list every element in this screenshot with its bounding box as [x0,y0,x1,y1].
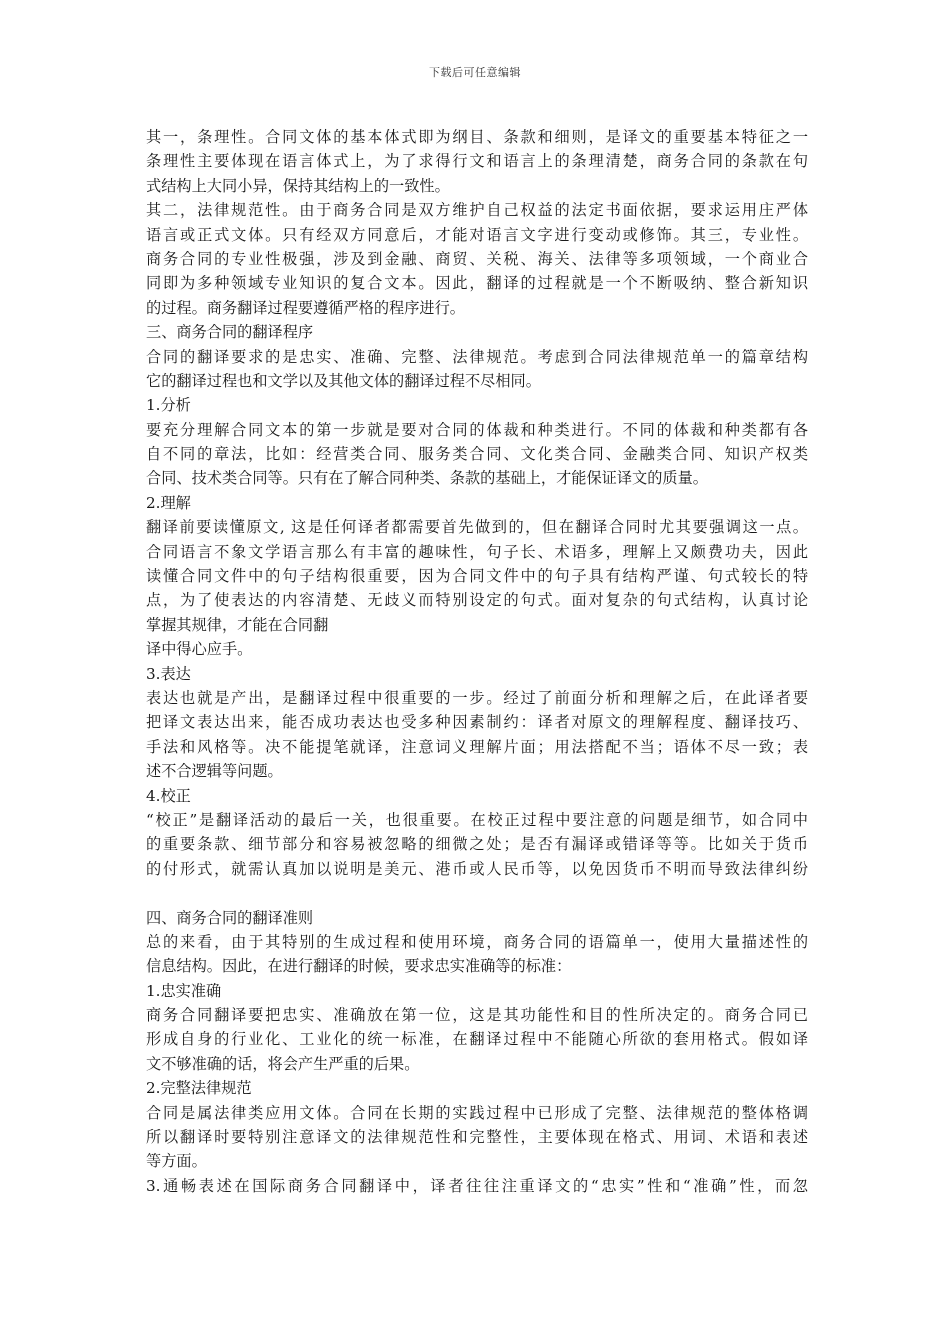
text-line: 要充分理解合同文本的第一步就是要对合同的体裁和种类进行。不同的体裁和种类都有各 [146,420,808,439]
text-line: 4.校正 [146,786,191,805]
text-line: 等方面。 [146,1152,207,1171]
text-line: 的付形式，就需认真加以说明是美元、港币或人民币等，以免因货币不明而导致法律纠纷 [146,859,808,878]
page-header: 下载后可任意编辑 [429,66,521,79]
text-line: 点，为了使表达的内容清楚、无歧义而特别设定的句式。面对复杂的句式结构，认真讨论 [146,591,808,610]
text-line: 同即为多种领域专业知识的复合文本。因此，翻译的过程就是一个不断吸纳、整合新知识 [146,274,808,293]
text-line: 的重要条款、细节部分和容易被忽略的细微之处；是否有漏译或错译等等。比如关于货币 [146,835,808,854]
text-line: 2.理解 [146,493,191,512]
text-line: 译中得心应手。 [146,640,253,659]
text-line: 2.完整法律规范 [146,1079,252,1098]
text-line: 1.忠实准确 [146,981,222,1000]
text-line: 1.分析 [146,396,191,415]
document-body [146,125,808,1198]
text-line: 合同、技术类合同等。只有在了解合同种类、条款的基础上，才能保证译文的质量。 [146,469,708,488]
text-line: 四、商务合同的翻译准则 [146,908,314,927]
text-line: 掌握其规律，才能在合同翻 [146,615,329,634]
text-line: 所以翻译时要特别注意译文的法律规范性和完整性，主要体现在格式、用词、术语和表述 [146,1128,808,1147]
text-line: 合同语言不象文学语言那么有丰富的趣味性，句子长、术语多，理解上又颇费功夫，因此 [146,542,808,561]
text-line: 读懂合同文件中的句子结构很重要，因为合同文件中的句子具有结构严谨、句式较长的特 [146,567,808,586]
text-line: 其二，法律规范性。由于商务合同是双方维护自己权益的法定书面依据，要求运用庄严体 [146,201,808,220]
text-line: 其一，条理性。合同文体的基本体式即为纲目、条款和细则，是译文的重要基本特征之一 [146,128,808,146]
text-line: 商务合同翻译要把忠实、准确放在第一位，这是其功能性和目的性所决定的。商务合同已 [146,1006,808,1025]
text-line: 手法和风格等。决不能提笔就译，注意词义理解片面；用法搭配不当；语体不尽一致；表 [146,737,808,756]
text-line: 商务合同的专业性极强，涉及到金融、商贸、关税、海关、法律等多项领域，一个商业合 [146,249,808,268]
text-line: 条理性主要体现在语言体式上，为了求得行文和语言上的条理清楚，商务合同的条款在句 [146,152,808,171]
text-line: “校正”是翻译活动的最后一关，也很重要。在校正过程中要注意的问题是细节，如合同中 [146,810,808,829]
text-line: 3.通畅表述在国际商务合同翻译中，译者往往注重译文的“忠实”性和“准确”性，而忽 [146,1176,808,1195]
text-line: 它的翻译过程也和文学以及其他文体的翻译过程不尽相同。 [146,371,541,390]
blank-line [146,881,808,905]
text-line: 形成自身的行业化、工业化的统一标准，在翻译过程中不能随心所欲的套用格式。假如译 [146,1030,808,1049]
text-line: 三、商务合同的翻译程序 [146,323,314,342]
text-line: 文不够准确的话，将会产生严重的后果。 [146,1054,420,1073]
text-line: 述不合逻辑等问题。 [146,762,283,781]
text-line: 把译文表达出来，能否成功表达也受多种因素制约：译者对原文的理解程度、翻译技巧、 [146,713,808,732]
text-line: 翻译前要读懂原文, 这是任何译者都需要首先做到的，但在翻译合同时尤其要强调这一点。 [146,518,808,537]
text-line: 合同是属法律类应用文体。合同在长期的实践过程中已形成了完整、法律规范的整体格调 [146,1103,808,1122]
text-line: 3.表达 [146,664,191,683]
text-line: 自不同的章法，比如：经营类合同、服务类合同、文化类合同、金融类合同、知识产权类 [146,445,808,464]
text-line: 合同的翻译要求的是忠实、准确、完整、法律规范。考虑到合同法律规范单一的篇章结构 [146,347,808,366]
text-line: 信息结构。因此，在进行翻译的时候，要求忠实准确等的标准： [146,957,572,976]
text-line: 式结构上大同小异，保持其结构上的一致性。 [146,176,450,195]
text-line: 的过程。商务翻译过程要遵循严格的程序进行。 [146,298,465,317]
text-line: 总的来看，由于其特别的生成过程和使用环境，商务合同的语篇单一，使用大量描述性的 [146,932,808,951]
text-line: 表达也就是产出，是翻译过程中很重要的一步。经过了前面分析和理解之后，在此译者要 [146,688,808,707]
text-line: 语言或正式文体。只有经双方同意后，才能对语言文字进行变动或修饰。其三，专业性。 [146,225,808,244]
